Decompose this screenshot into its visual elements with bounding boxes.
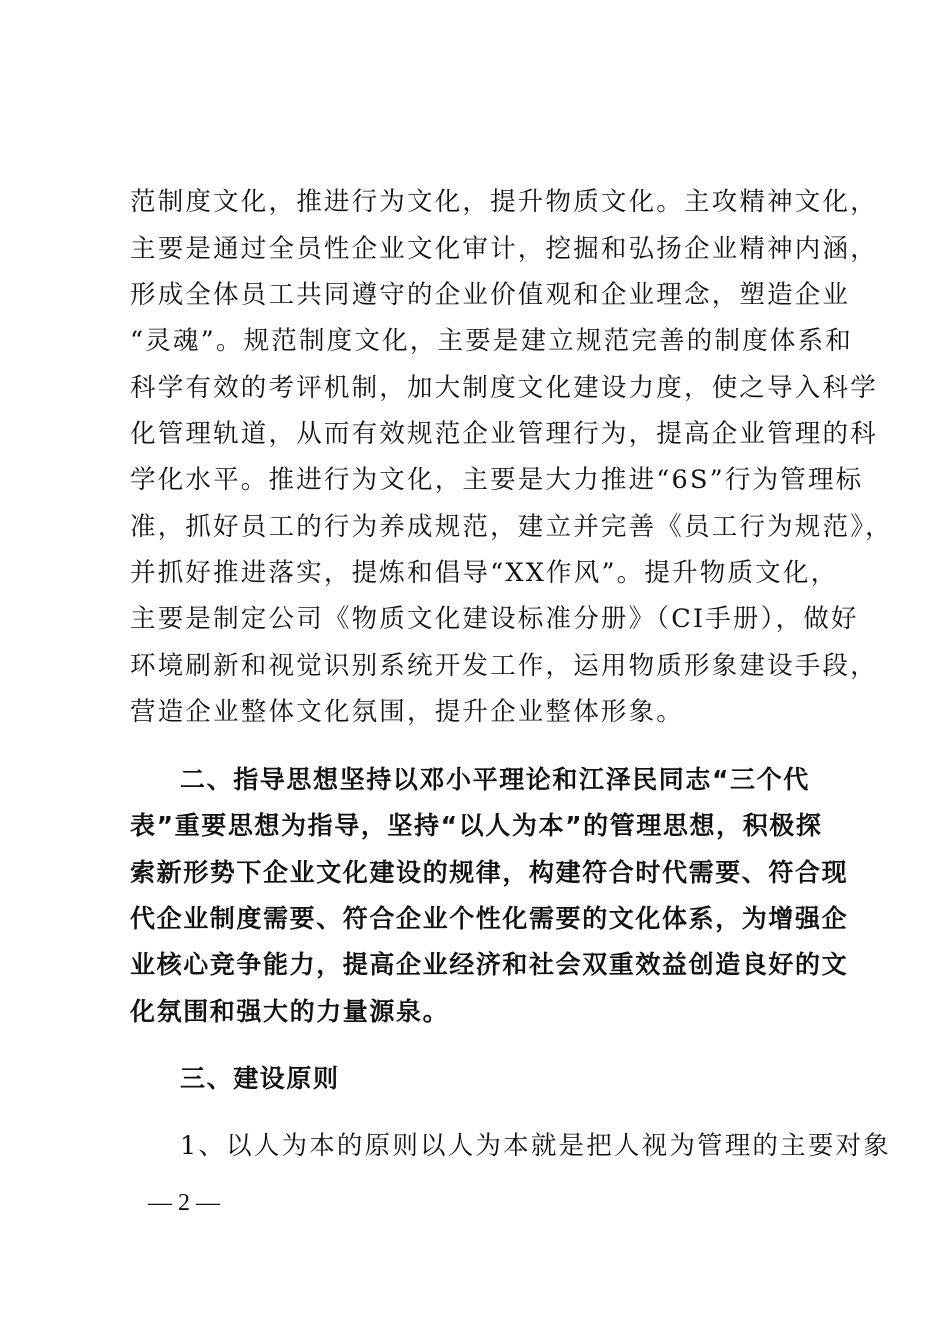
paragraph-line: 范制度文化，推进行为文化，提升物质文化。主攻精神文化， — [130, 187, 878, 217]
paragraph-line: 营造企业整体文化氛围，提升企业整体形象。 — [130, 697, 685, 727]
section-heading-principles: 三、建设原则 — [180, 1064, 340, 1093]
section-line: 表”重要思想为指导，坚持“以人为本”的管理思想，积极探 — [130, 811, 823, 840]
paragraph-line: 并抓好推进落实，提炼和倡导“XX作风”。提升物质文化， — [130, 558, 839, 588]
paragraph-line: 环境刷新和视觉识别系统开发工作，运用物质形象建设手段， — [130, 651, 878, 681]
paragraph-line: 主要是通过全员性企业文化审计，挖掘和弘扬企业精神内涵， — [130, 234, 878, 264]
paragraph-line: “灵魂”。规范制度文化，主要是建立规范完善的制度体系和 — [130, 326, 853, 356]
section-line: 化氛围和强大的力量源泉。 — [130, 997, 450, 1026]
principle-item-1: 1、以人为本的原则以人为本就是把人视为管理的主要对象 — [180, 1131, 891, 1161]
section-line: 索新形势下企业文化建设的规律，构建符合时代需要、符合现 — [130, 858, 849, 887]
section-line: 代企业制度需要、符合企业个性化需要的文化体系，为增强企 — [130, 904, 849, 933]
paragraph-line: 科学有效的考评机制，加大制度文化建设力度，使之导入科学 — [130, 373, 878, 403]
section-heading-guiding-ideology: 二、指导思想坚持以邓小平理论和江泽民同志“三个代 — [180, 765, 810, 794]
paragraph-line: 形成全体员工共同遵守的企业价值观和企业理念，塑造企业 — [130, 280, 851, 310]
section-line: 业核心竞争能力，提高企业经济和社会双重效益创造良好的文 — [130, 950, 849, 979]
paragraph-line: 化管理轨道，从而有效规范企业管理行为，提高企业管理的科 — [130, 419, 878, 449]
paragraph-line: 学化水平。推进行为文化，主要是大力推进“6S”行为管理标 — [130, 465, 864, 495]
paragraph-line: 准，抓好员工的行为养成规范，建立并完善《员工行为规范》， — [130, 512, 893, 542]
page-number: — 2 — — [148, 1190, 220, 1216]
paragraph-line: 主要是制定公司《物质文化建设标准分册》（CI手册），做好 — [130, 604, 859, 634]
